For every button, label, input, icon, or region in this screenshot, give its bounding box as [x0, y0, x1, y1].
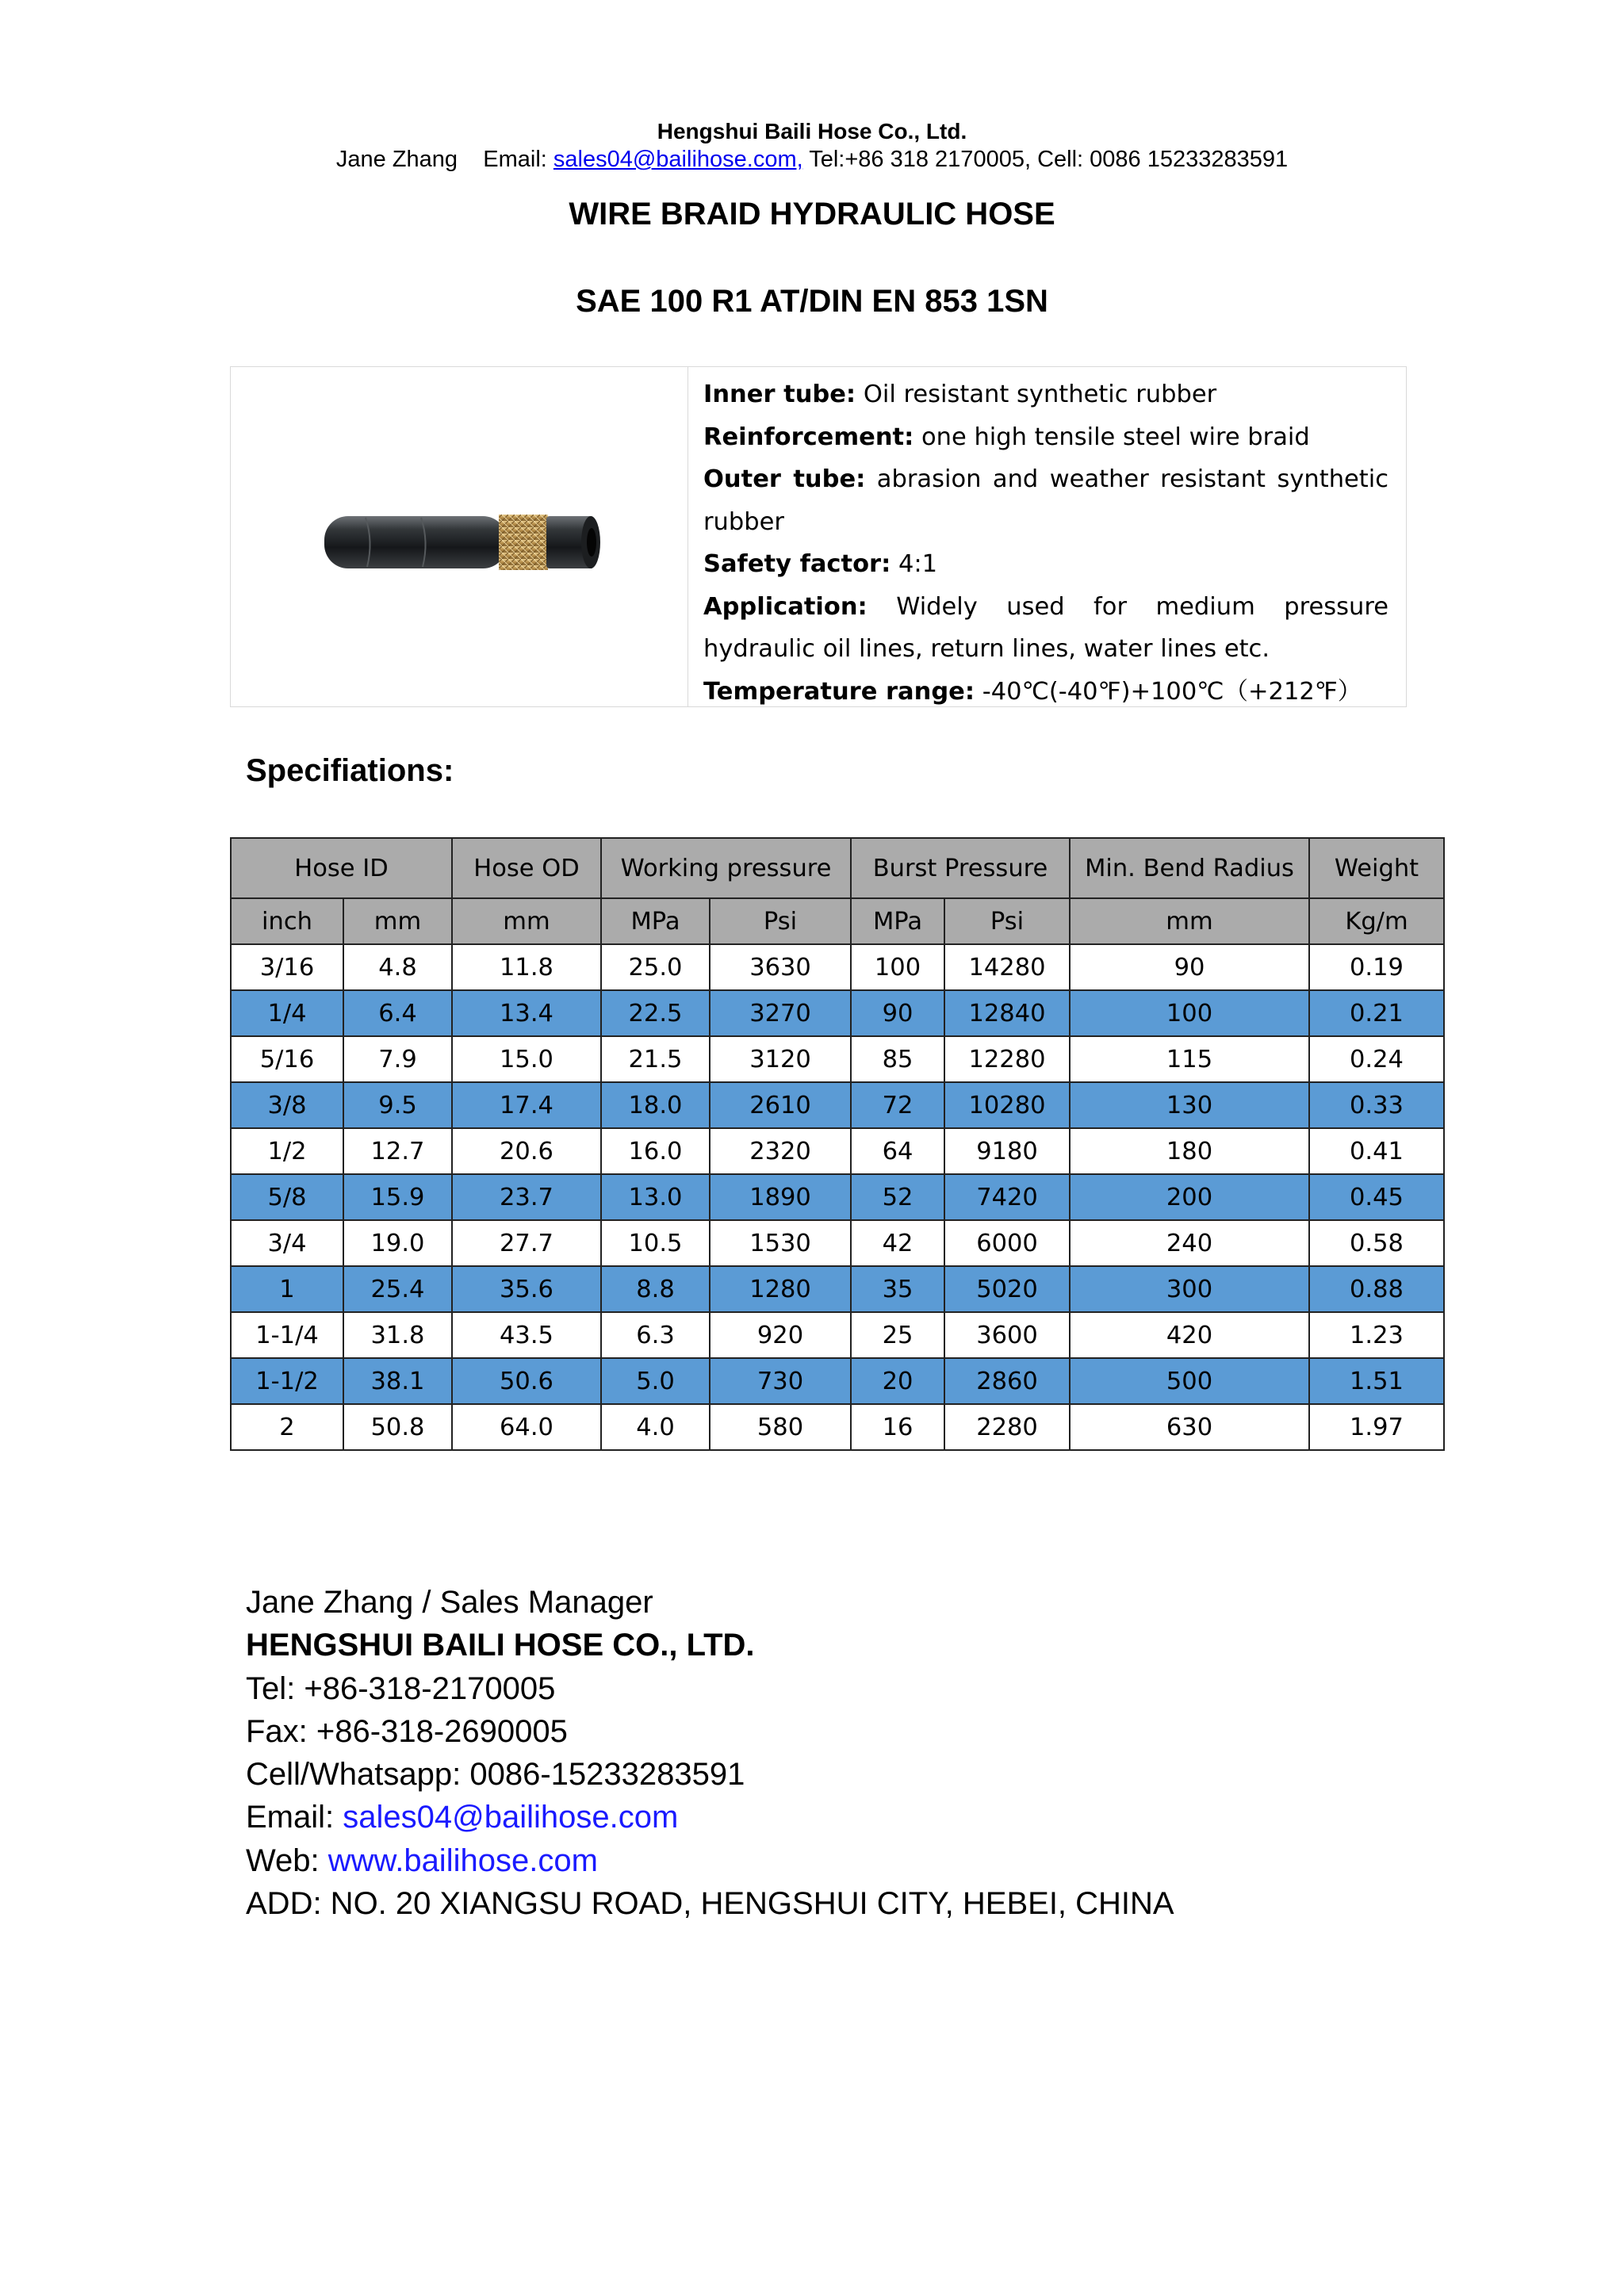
signature-tel: Tel: +86-318-2170005 — [246, 1670, 556, 1706]
table-cell: 64.0 — [452, 1404, 601, 1450]
unit-header: Kg/m — [1309, 898, 1444, 944]
table-cell: 6.4 — [343, 990, 452, 1036]
header-weight: Weight — [1309, 838, 1444, 898]
table-row — [231, 1128, 1444, 1174]
table-cell: 10280 — [944, 1082, 1070, 1128]
table-cell: 0.45 — [1309, 1174, 1444, 1220]
table-cell: 15.9 — [343, 1174, 452, 1220]
table-cell: 5/8 — [231, 1174, 343, 1220]
table-row — [231, 1036, 1444, 1082]
unit-header: MPa — [601, 898, 710, 944]
table-cell: 17.4 — [452, 1082, 601, 1128]
header-email-link[interactable]: sales04@bailihose.com, — [553, 147, 803, 172]
table-cell: 90 — [851, 990, 944, 1036]
spec-label: Outer tube: — [703, 465, 866, 493]
spec-outer-tube — [703, 458, 1388, 543]
table-cell: 2860 — [944, 1358, 1070, 1404]
table-cell: 31.8 — [343, 1312, 452, 1358]
unit-header: MPa — [851, 898, 944, 944]
unit-header: Psi — [710, 898, 851, 944]
table-cell: 23.7 — [452, 1174, 601, 1220]
table-cell: 25.0 — [601, 944, 710, 990]
unit-header: mm — [1070, 898, 1309, 944]
table-cell: 20.6 — [452, 1128, 601, 1174]
table-cell: 0.19 — [1309, 944, 1444, 990]
table-cell: 0.24 — [1309, 1036, 1444, 1082]
header-hose-od: Hose OD — [452, 838, 601, 898]
contact-line — [0, 147, 1624, 173]
signature-web-link[interactable]: www.bailihose.com — [327, 1843, 598, 1878]
spec-value: one high tensile steel wire braid — [914, 423, 1310, 451]
table-cell: 1.51 — [1309, 1358, 1444, 1404]
table-row — [231, 944, 1444, 990]
tel-cell-text: Tel:+86 318 2170005, Cell: 0086 15233283591 — [809, 147, 1289, 172]
header-min-bend-radius: Min. Bend Radius — [1070, 838, 1309, 898]
table-cell: 2 — [231, 1404, 343, 1450]
table-cell: 0.41 — [1309, 1128, 1444, 1174]
table-cell: 10.5 — [601, 1220, 710, 1266]
signature-email-link[interactable]: sales04@bailihose.com — [343, 1800, 679, 1835]
table-cell: 3270 — [710, 990, 851, 1036]
table-cell: 52 — [851, 1174, 944, 1220]
table-cell: 3/4 — [231, 1220, 343, 1266]
table-cell: 3630 — [710, 944, 851, 990]
table-cell: 90 — [1070, 944, 1309, 990]
unit-header: mm — [452, 898, 601, 944]
table-row — [231, 1266, 1444, 1312]
spec-value: -40℃(-40℉)+100℃（+212℉） — [975, 677, 1362, 706]
table-cell: 50.6 — [452, 1358, 601, 1404]
email-label: Email: — [483, 147, 547, 172]
table-cell: 43.5 — [452, 1312, 601, 1358]
signature-company: HENGSHUI BAILI HOSE CO., LTD. — [246, 1628, 755, 1663]
table-cell: 27.7 — [452, 1220, 601, 1266]
table-cell: 8.8 — [601, 1266, 710, 1312]
table-cell: 200 — [1070, 1174, 1309, 1220]
table-cell: 38.1 — [343, 1358, 452, 1404]
signature-address: ADD: NO. 20 XIANGSU ROAD, HENGSHUI CITY, HEBEI, CHINA — [246, 1886, 1174, 1922]
header-working-pressure: Working pressure — [601, 838, 851, 898]
table-cell: 630 — [1070, 1404, 1309, 1450]
table-cell: 4.8 — [343, 944, 452, 990]
table-cell: 18.0 — [601, 1082, 710, 1128]
table-row — [231, 1312, 1444, 1358]
signature-email-label: Email: — [246, 1800, 343, 1835]
table-cell: 2320 — [710, 1128, 851, 1174]
spec-reinforcement — [703, 416, 1388, 459]
table-cell: 130 — [1070, 1082, 1309, 1128]
table-cell: 35.6 — [452, 1266, 601, 1312]
table-cell: 12840 — [944, 990, 1070, 1036]
table-cell: 42 — [851, 1220, 944, 1266]
spec-value: 4:1 — [891, 550, 938, 578]
specifications-heading: Specifiations: — [246, 753, 454, 788]
table-cell: 5020 — [944, 1266, 1070, 1312]
table-cell: 20 — [851, 1358, 944, 1404]
signature-fax: Fax: +86-318-2690005 — [246, 1713, 568, 1749]
table-cell: 730 — [710, 1358, 851, 1404]
table-row — [231, 1404, 1444, 1450]
product-description — [703, 373, 1388, 713]
table-cell: 420 — [1070, 1312, 1309, 1358]
table-row — [231, 990, 1444, 1036]
table-cell: 3600 — [944, 1312, 1070, 1358]
table-cell: 16 — [851, 1404, 944, 1450]
table-cell: 13.0 — [601, 1174, 710, 1220]
unit-header: inch — [231, 898, 343, 944]
table-row — [231, 1358, 1444, 1404]
specifications-table — [230, 837, 1445, 1451]
hose-image — [318, 502, 603, 581]
unit-header: mm — [343, 898, 452, 944]
table-row — [231, 1082, 1444, 1128]
table-cell: 100 — [851, 944, 944, 990]
document-title: WIRE BRAID HYDRAULIC HOSE — [569, 197, 1055, 232]
signature-web-label: Web: — [246, 1843, 328, 1878]
table-cell: 100 — [1070, 990, 1309, 1036]
spec-label: Safety factor: — [703, 550, 891, 578]
table-cell: 1/4 — [231, 990, 343, 1036]
table-cell: 64 — [851, 1128, 944, 1174]
table-cell: 240 — [1070, 1220, 1309, 1266]
product-image-cell — [231, 367, 688, 706]
table-cell: 7420 — [944, 1174, 1070, 1220]
table-cell: 500 — [1070, 1358, 1309, 1404]
table-cell: 1-1/4 — [231, 1312, 343, 1358]
table-cell: 1.23 — [1309, 1312, 1444, 1358]
table-cell: 1-1/2 — [231, 1358, 343, 1404]
table-cell: 0.58 — [1309, 1220, 1444, 1266]
table-cell: 14280 — [944, 944, 1070, 990]
table-cell: 50.8 — [343, 1404, 452, 1450]
table-cell: 13.4 — [452, 990, 601, 1036]
table-cell: 25.4 — [343, 1266, 452, 1312]
spec-temperature-range — [703, 671, 1388, 714]
standard-title: SAE 100 R1 AT/DIN EN 853 1SN — [576, 284, 1048, 319]
table-unit-header-row — [231, 898, 1444, 944]
table-cell: 1280 — [710, 1266, 851, 1312]
signature-name-title: Jane Zhang / Sales Manager — [246, 1585, 653, 1620]
signature-web-line — [246, 1839, 1174, 1882]
spec-safety-factor — [703, 543, 1388, 586]
table-cell: 15.0 — [452, 1036, 601, 1082]
table-cell: 19.0 — [343, 1220, 452, 1266]
signature-block — [246, 1581, 1174, 1925]
table-cell: 580 — [710, 1404, 851, 1450]
table-cell: 920 — [710, 1312, 851, 1358]
table-cell: 7.9 — [343, 1036, 452, 1082]
table-cell: 3120 — [710, 1036, 851, 1082]
table-cell: 0.33 — [1309, 1082, 1444, 1128]
table-cell: 12280 — [944, 1036, 1070, 1082]
table-cell: 1/2 — [231, 1128, 343, 1174]
product-info-box — [230, 366, 1407, 707]
table-cell: 11.8 — [452, 944, 601, 990]
table-cell: 1530 — [710, 1220, 851, 1266]
table-cell: 6000 — [944, 1220, 1070, 1266]
spec-label: Inner tube: — [703, 381, 856, 408]
table-cell: 1890 — [710, 1174, 851, 1220]
table-cell: 35 — [851, 1266, 944, 1312]
table-cell: 115 — [1070, 1036, 1309, 1082]
table-cell: 2280 — [944, 1404, 1070, 1450]
spec-application — [703, 586, 1388, 671]
table-cell: 1.97 — [1309, 1404, 1444, 1450]
spec-value: Oil resistant synthetic rubber — [856, 381, 1217, 408]
spec-label: Application: — [703, 592, 868, 621]
table-cell: 16.0 — [601, 1128, 710, 1174]
table-cell: 21.5 — [601, 1036, 710, 1082]
unit-header: Psi — [944, 898, 1070, 944]
table-cell: 12.7 — [343, 1128, 452, 1174]
table-cell: 2610 — [710, 1082, 851, 1128]
table-cell: 6.3 — [601, 1312, 710, 1358]
table-cell: 1 — [231, 1266, 343, 1312]
table-cell: 5.0 — [601, 1358, 710, 1404]
table-cell: 3/16 — [231, 944, 343, 990]
table-cell: 85 — [851, 1036, 944, 1082]
header-hose-id: Hose ID — [231, 838, 452, 898]
spec-label: Temperature range: — [703, 677, 975, 706]
table-cell: 3/8 — [231, 1082, 343, 1128]
table-cell: 4.0 — [601, 1404, 710, 1450]
table-cell: 25 — [851, 1312, 944, 1358]
spec-value: abrasion and weather resistant synthetic rubber — [703, 465, 1388, 536]
table-cell: 9180 — [944, 1128, 1070, 1174]
table-body — [231, 944, 1444, 1450]
table-cell: 22.5 — [601, 990, 710, 1036]
contact-name: Jane Zhang — [335, 147, 458, 172]
header-burst-pressure: Burst Pressure — [851, 838, 1070, 898]
signature-cell: Cell/Whatsapp: 0086-15233283591 — [246, 1757, 745, 1793]
signature-email-line — [246, 1796, 1174, 1839]
spec-inner-tube — [703, 373, 1388, 416]
company-name-header: Hengshui Baili Hose Co., Ltd. — [657, 119, 967, 144]
spec-label: Reinforcement: — [703, 423, 914, 451]
table-cell: 180 — [1070, 1128, 1309, 1174]
table-cell: 9.5 — [343, 1082, 452, 1128]
spec-value: Widely used for medium pressure hydraulic oil lines, return lines, water lines etc. — [703, 592, 1388, 663]
table-cell: 0.21 — [1309, 990, 1444, 1036]
table-cell: 300 — [1070, 1266, 1309, 1312]
table-group-header-row — [231, 838, 1444, 898]
table-cell: 0.88 — [1309, 1266, 1444, 1312]
table-row — [231, 1174, 1444, 1220]
table-row — [231, 1220, 1444, 1266]
table-cell: 72 — [851, 1082, 944, 1128]
table-cell: 5/16 — [231, 1036, 343, 1082]
